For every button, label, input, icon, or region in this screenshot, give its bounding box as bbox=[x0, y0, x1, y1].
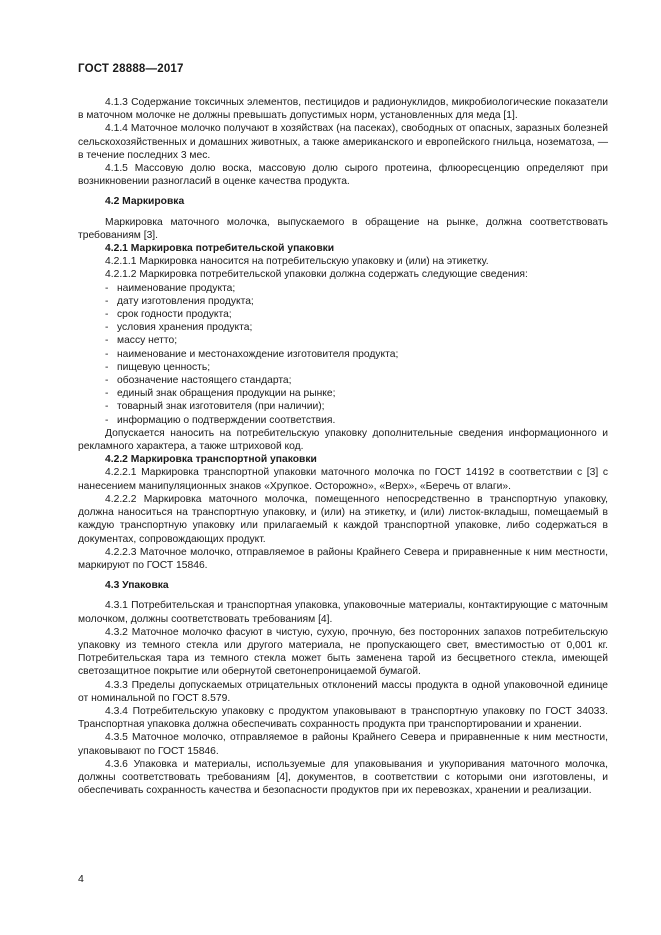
paragraph: 4.3.2 Маточное молочко фасуют в чистую, сухую, прочную, без посторонних запахов потребительскую упаковку из темного стекла или другого материала, не пропускающего свет, вместимостью от 0,001 кг. Потребительская тара из темного стекла может быть заменена тарой из бесцветного стекла, имеющей светозащитное покрытие или обернутой светонепроницаемой бумагой. bbox=[78, 626, 608, 678]
paragraph: 4.3.6 Упаковка и материалы, используемые для упаковывания и укупоривания маточного молочка, должны соответствовать требованиям [4], документов, в соответствии с которыми они изготовлены, и обеспечивать сохранность качества и безопасности продуктов при их перевозках, хранении и реализации. bbox=[78, 758, 608, 797]
list-item bbox=[78, 387, 608, 400]
document-header: ГОСТ 28888—2017 bbox=[78, 63, 184, 75]
list-dash: - bbox=[105, 295, 109, 307]
paragraph: 4.2.2.3 Маточное молочко, отправляемое в районы Крайнего Севера и приравненные к ним местности, маркируют по ГОСТ 15846. bbox=[78, 546, 608, 571]
list-item-text: дату изготовления продукта; bbox=[117, 295, 254, 307]
paragraph: 4.2.1.1 Маркировка наносится на потребительскую упаковку и (или) на этикетку. bbox=[105, 256, 489, 268]
list-item bbox=[78, 361, 608, 374]
subsection-heading: 4.2.1 Маркировка потребительской упаковки bbox=[105, 243, 335, 255]
list-item bbox=[78, 374, 608, 387]
page-number: 4 bbox=[78, 873, 84, 885]
list-item-text: пищевую ценность; bbox=[117, 361, 211, 373]
list-dash: - bbox=[105, 348, 109, 360]
list-item-text: наименование и местонахождение изготовителя продукта; bbox=[117, 348, 399, 360]
list-dash: - bbox=[105, 309, 109, 321]
list-item bbox=[78, 348, 608, 361]
list-item bbox=[78, 414, 608, 427]
list-dash: - bbox=[105, 388, 109, 400]
list-item-text: обозначение настоящего стандарта; bbox=[117, 375, 292, 387]
document-body bbox=[78, 96, 608, 797]
paragraph: Маркировка маточного молочка, выпускаемого в обращение на рынке, должна соответствовать требованиям [3]. bbox=[78, 216, 608, 241]
paragraph: 4.2.1.2 Маркировка потребительской упаковки должна содержать следующие сведения: bbox=[105, 269, 528, 281]
subsection-heading: 4.2.2 Маркировка транспортной упаковки bbox=[105, 454, 317, 466]
list-dash: - bbox=[105, 375, 109, 387]
list-item-text: информацию о подтверждении соответствия. bbox=[117, 414, 336, 426]
paragraph: 4.2.2.2 Маркировка маточного молочка, помещенного непосредственно в транспортную упаковку, должна наноситься на транспортную упаковку, и (или) на этикетку, и (или) листок-вкладыш, помещаемый в каждую транспортную упаковку или прилагаемый к каждой транспортной упаковке, либо содержаться в документах, сопровождающих продукт. bbox=[78, 493, 608, 545]
paragraph: 4.1.5 Массовую долю воска, массовую долю сырого протеина, флюоресценцию определяют при возникновении разногласий в оценке качества продукта. bbox=[78, 163, 608, 188]
section-heading: 4.2 Маркировка bbox=[105, 196, 185, 208]
paragraph: 4.1.3 Содержание токсичных элементов, пестицидов и радионуклидов, микробиологические показатели в маточном молочке не должны превышать допустимых норм, установленных для меда [1]. bbox=[78, 97, 608, 122]
section-heading: 4.3 Упаковка bbox=[105, 580, 169, 592]
list-dash: - bbox=[105, 322, 109, 334]
list-dash: - bbox=[105, 401, 109, 413]
list-dash: - bbox=[105, 335, 109, 347]
list-item-text: условия хранения продукта; bbox=[117, 322, 253, 334]
list-item-text: наименование продукта; bbox=[117, 282, 236, 294]
list-item bbox=[78, 308, 608, 321]
paragraph: 4.3.5 Маточное молочко, отправляемое в районы Крайнего Севера и приравненные к ним местности, упаковывают по ГОСТ 15846. bbox=[78, 732, 608, 757]
list-item bbox=[78, 400, 608, 413]
list-item-text: единый знак обращения продукции на рынке; bbox=[117, 388, 336, 400]
paragraph: 4.3.1 Потребительская и транспортная упаковка, упаковочные материалы, контактирующие с маточным молочком, должны соответствовать требованиям [4]. bbox=[78, 600, 608, 625]
paragraph: 4.2.2.1 Маркировка транспортной упаковки маточного молочка по ГОСТ 14192 в соответствии с [3] с нанесением манипуляционных знаков «Хрупкое. Осторожно», «Верх», «Беречь от влаги». bbox=[78, 467, 608, 492]
list-item-text: массу нетто; bbox=[117, 335, 178, 347]
list-dash: - bbox=[105, 282, 109, 294]
list-item bbox=[78, 334, 608, 347]
list-item bbox=[78, 321, 608, 334]
list-dash: - bbox=[105, 361, 109, 373]
list-item-text: срок годности продукта; bbox=[117, 309, 232, 321]
paragraph: 4.3.3 Пределы допускаемых отрицательных отклонений массы продукта в одной упаковочной единице от номинальной по ГОСТ 8.579. bbox=[78, 679, 608, 704]
list-item-text: товарный знак изготовителя (при наличии); bbox=[117, 401, 325, 413]
list-dash: - bbox=[105, 414, 109, 426]
list-item bbox=[78, 295, 608, 308]
paragraph: 4.1.4 Маточное молочко получают в хозяйствах (на пасеках), свободных от опасных, заразных болезней сельскохозяйственных и домашних животных, а также американского и европейского гнильца, нозематоза, — в течение последних 3 мес. bbox=[78, 123, 608, 161]
paragraph: 4.3.4 Потребительскую упаковку с продуктом упаковывают в транспортную упаковку по ГОСТ 34033. Транспортная упаковка должна обеспечивать сохранность продукта при транспортировании и хранении. bbox=[78, 705, 608, 731]
list-item bbox=[78, 282, 608, 295]
paragraph: Допускается наносить на потребительскую упаковку дополнительные сведения информационного и рекламного характера, а также штриховой код. bbox=[78, 427, 608, 453]
